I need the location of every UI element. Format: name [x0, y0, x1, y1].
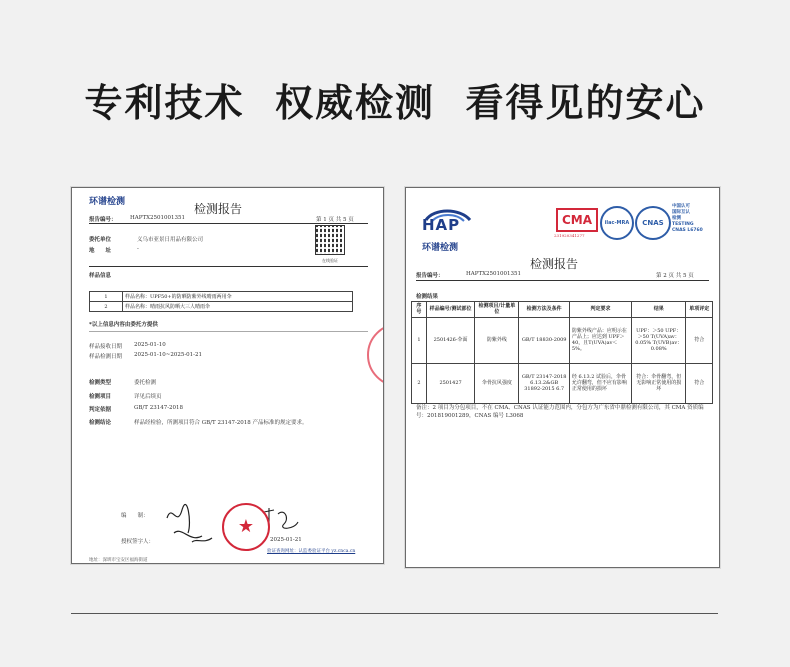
- row-method: GB/T 18830-2009: [519, 317, 570, 363]
- sample-no: 1: [90, 292, 123, 302]
- headline: 专利技术 权威检测 看得见的安心: [84, 81, 706, 125]
- sample-desc: 样品名称：晴雨抗风防晒大三人晴雨伞: [123, 302, 353, 312]
- page-number: 第 2 页 共 5 页: [656, 273, 694, 279]
- row-no: 2: [412, 363, 427, 403]
- test-type-value: 委托检测: [134, 380, 157, 386]
- standard-label: 判定依据: [89, 407, 112, 413]
- cnas-logo: CNAS: [635, 206, 671, 240]
- test-date-label: 样品检测日期: [89, 354, 123, 360]
- sample-info-label: 样品信息: [89, 273, 112, 279]
- row-requirement: 防紫外线产品：应明示在产品上；应达到 UPF＞40，且T(UVA)av＜5%。: [569, 317, 631, 363]
- col-evaluation: 单项评定: [686, 302, 713, 318]
- sample-table: [89, 291, 353, 312]
- bottom-divider: [71, 613, 718, 614]
- official-seal: [222, 503, 270, 551]
- report-no: HAPTX2501001351: [130, 215, 186, 221]
- sample-row: [90, 292, 353, 302]
- verify-link[interactable]: 验证查询网址：认监委验证平台 yz.cnca.cn: [267, 549, 356, 554]
- row-evaluation: 符合: [686, 363, 713, 403]
- col-no: 序号: [412, 302, 427, 318]
- cma-number: 231920341277: [554, 233, 585, 238]
- conclusion-label: 检测结论: [89, 420, 112, 426]
- star-icon: ★: [237, 516, 255, 537]
- sample-desc: 样品名称：UPF50+的防晒防紫外线晴雨两用伞: [123, 292, 353, 302]
- report-no-label: 报告编号：: [89, 217, 117, 223]
- qr-code: [316, 226, 344, 254]
- provided-note: *以上信息内容由委托方提供: [89, 322, 158, 328]
- test-item-value: 详见后续页: [134, 394, 162, 400]
- remark-note: 备注：2 项目为分包项目，不在 CMA、CNAS 认证能力范围内，分包方为广东省中鼎检测有限公司，其 CMA 资质编号：201819001289，CNAS 编号 L3068: [416, 405, 704, 420]
- header-rule: [89, 223, 368, 224]
- client-value: 义乌市亚景日用品有限公司: [137, 237, 204, 243]
- header-rule: [416, 280, 709, 281]
- row-item: 伞骨抗风强度: [475, 363, 519, 403]
- row-no: 1: [412, 317, 427, 363]
- results-label: 检测结果: [416, 294, 439, 300]
- received-value: 2025-01-10: [134, 342, 166, 348]
- report-page-1: [71, 187, 384, 564]
- report-title: 检测报告: [530, 257, 579, 271]
- report-page-2: [405, 187, 720, 568]
- compiler-label: 编 制：: [121, 513, 149, 519]
- cnas-caption-line: CNAS L6760: [672, 228, 703, 234]
- col-item: 检测项目/计量单位: [475, 302, 519, 318]
- cnas-caption-line: TESTING: [672, 222, 694, 228]
- sample-no: 2: [90, 302, 123, 312]
- sign-date: 2025-01-21: [270, 537, 302, 543]
- cnas-caption: [672, 204, 703, 234]
- row-requirement: 经 6.13.2 试验后，伞骨允许翻弯，但不应有影响正常使用的损坏: [569, 363, 631, 403]
- row-item: 防紫外线: [475, 317, 519, 363]
- row-evaluation: 符合: [686, 317, 713, 363]
- col-requirement: 判定要求: [569, 302, 631, 318]
- rule-3: [89, 331, 368, 332]
- row-sample: 2501427: [426, 363, 474, 403]
- test-date-value: 2025-01-10~2025-01-21: [134, 352, 203, 358]
- address-value: -: [137, 246, 139, 252]
- hap-logo-text: HAP: [422, 216, 461, 234]
- results-table: [411, 301, 713, 404]
- conclusion-value: 样品经检验，所测项目符合 GB/T 23147-2018 产品标准的规定要求。: [134, 420, 308, 426]
- report-no: HAPTX2501001351: [466, 271, 522, 277]
- row-result: UPF：＞50 UPF：＞50 T(UVA)av：0.05% T(UVB)av：0.08%: [631, 317, 685, 363]
- sample-row: [90, 302, 353, 312]
- page-number: 第 1 页 共 5 页: [316, 217, 354, 223]
- cnas-caption-line: 检测: [672, 216, 681, 222]
- cnas-caption-line: 国际互认: [672, 210, 690, 216]
- table-row: [412, 317, 713, 363]
- qr-caption: 在线验证: [322, 258, 338, 263]
- ilac-mra-logo: ilac-MRA: [600, 206, 634, 240]
- client-label: 委托单位: [89, 237, 112, 243]
- col-method: 检测方法及条件: [519, 302, 570, 318]
- cma-logo: CMA: [556, 208, 598, 232]
- approver-label: 授权签字人：: [121, 539, 155, 545]
- col-result: 结果: [631, 302, 685, 318]
- standard-value: GB/T 23147-2018: [134, 405, 184, 411]
- footer-address: 地址：深圳市宝安区福海街道: [89, 558, 148, 563]
- test-item-label: 检测项目: [89, 394, 112, 400]
- rule-2: [89, 266, 368, 267]
- brand-logo: 环谱检测: [89, 197, 126, 207]
- cnas-caption-line: 中国认可: [672, 204, 690, 209]
- seal-edge-stamp: [367, 323, 384, 387]
- table-row: [412, 363, 713, 403]
- report-no-label: 报告编号：: [416, 273, 444, 279]
- row-sample: 2501426-伞面: [426, 317, 474, 363]
- handwritten-signature: [162, 498, 222, 548]
- table-header-row: [412, 302, 713, 318]
- col-sample: 样品编号/测试部位: [426, 302, 474, 318]
- report-title: 检测报告: [194, 202, 243, 216]
- address-label: 地 址: [89, 248, 112, 254]
- row-method: GB/T 23147-2018 6.13.2&GB 31892-2015 6.7: [519, 363, 570, 403]
- row-result: 符合：伞骨翻弯，但无影响正常使用的损坏: [631, 363, 685, 403]
- received-label: 样品接收日期: [89, 344, 123, 350]
- test-type-label: 检测类型: [89, 380, 112, 386]
- brand-name: 环谱检测: [422, 243, 459, 253]
